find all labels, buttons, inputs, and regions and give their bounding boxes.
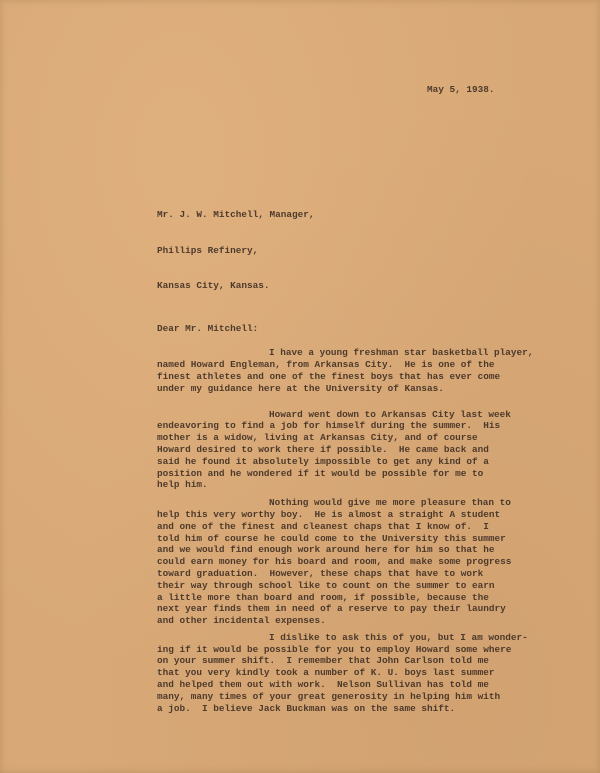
letter-date: May 5, 1938. xyxy=(427,84,495,95)
body-line: and we would find enough work around here for him so that he xyxy=(157,544,495,556)
body-line: told him of course he could come to the University this summer xyxy=(157,532,506,544)
body-line: help him. xyxy=(157,479,208,491)
recipient-address xyxy=(157,186,577,316)
salutation: Dear Mr. Mitchell: xyxy=(157,322,259,334)
body-line: many, many times of your great generosity in helping him with xyxy=(157,690,501,702)
body-line: endeavoring to find a job for himself during the summer. His xyxy=(157,420,501,432)
letter-body xyxy=(157,84,577,714)
address-line: Kansas City, Kansas. xyxy=(157,280,270,292)
body-line: Howard desired to work there if possible. He came back and xyxy=(157,443,489,455)
body-line: next year finds them in need of a reserve to pay their laundry xyxy=(157,603,506,615)
body-line: and other incidental expenses. xyxy=(157,615,326,627)
body-line: that you very kindly took a number of K. U. boys last summer xyxy=(157,667,495,679)
body-line: Nothing would give me more pleasure than to xyxy=(269,497,511,509)
body-line: toward graduation. However, these chaps that have to work xyxy=(157,567,484,579)
body-line: help this very worthy boy. He is almost a straight A student xyxy=(157,508,501,520)
paragraph-2 xyxy=(157,409,577,492)
body-line: I have a young freshman star basketball player, xyxy=(269,347,534,359)
body-line: under my guidance here at the University of Kansas. xyxy=(157,382,444,394)
body-line: and one of the finest and cleanest chaps that I know of. I xyxy=(157,520,489,532)
paragraph-4 xyxy=(157,632,577,715)
body-line: their way through school like to count on the summer to earn xyxy=(157,579,495,591)
body-line: mother is a widow, living at Arkansas City, and of course xyxy=(157,432,478,444)
body-line: finest athletes and one of the finest boys that has ever come xyxy=(157,370,501,382)
body-line: ing if it would be possible for you to employ Howard some where xyxy=(157,643,512,655)
body-line: on your summer shift. I remember that John Carlson told me xyxy=(157,655,489,667)
body-line: named Howard Engleman, from Arkansas City. He is one of the xyxy=(157,359,495,371)
body-line: a little more than board and room, if possible, because the xyxy=(157,591,489,603)
body-line: Howard went down to Arkansas City last week xyxy=(269,408,511,420)
body-line: said he found it absolutely impossible to get any kind of a xyxy=(157,455,489,467)
body-line: could earn money for his board and room, and make some progress xyxy=(157,556,512,568)
address-line: Mr. J. W. Mitchell, Manager, xyxy=(157,209,315,221)
body-line: and helped them out with work. Nelson Sullivan has told me xyxy=(157,679,489,691)
body-line: a job. I believe Jack Buckman was on the same shift. xyxy=(157,702,456,714)
paragraph-1 xyxy=(157,347,577,394)
address-line: Phillips Refinery, xyxy=(157,244,259,256)
paragraph-3 xyxy=(157,497,577,627)
body-line: position and he wondered if it would be possible for me to xyxy=(157,467,484,479)
body-line: I dislike to ask this of you, but I am wonder- xyxy=(269,631,528,643)
